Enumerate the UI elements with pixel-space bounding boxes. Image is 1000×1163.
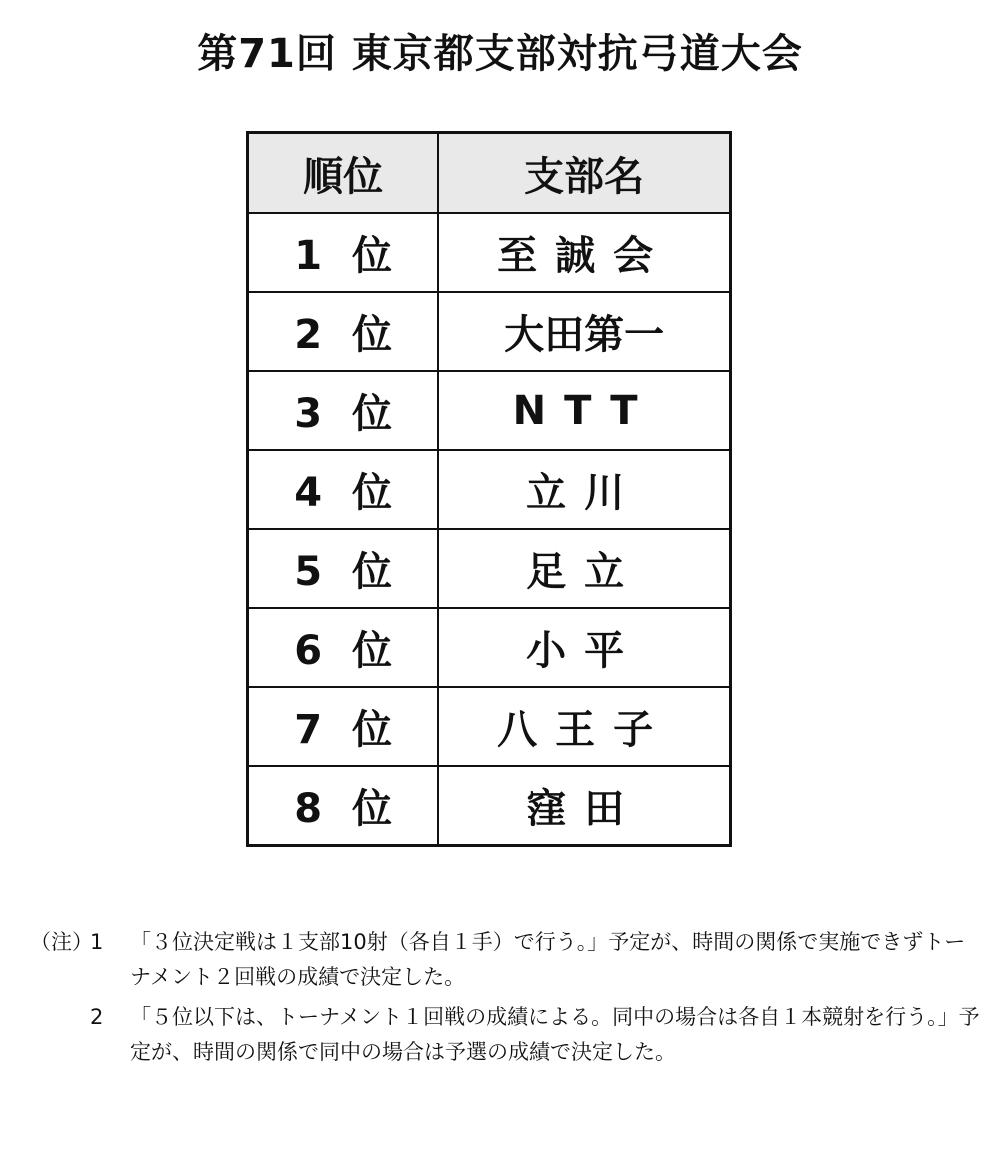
branch-cell — [438, 371, 730, 450]
table-row — [248, 213, 731, 292]
rank-number: 7 — [294, 707, 323, 753]
rank-suffix: 位 — [352, 549, 393, 595]
rank-cell — [248, 687, 439, 766]
rank-number: 8 — [294, 786, 323, 832]
ranking-table — [246, 131, 732, 847]
table-row — [248, 292, 731, 371]
rank-cell — [248, 766, 439, 846]
table-row — [248, 608, 731, 687]
rank-cell — [248, 450, 439, 529]
branch-cell — [438, 529, 730, 608]
rank-suffix: 位 — [352, 707, 393, 753]
rank-cell — [248, 292, 439, 371]
note-number: 1 — [90, 930, 104, 954]
notes-section — [30, 925, 980, 1076]
rank-suffix: 位 — [352, 233, 393, 279]
table-row — [248, 766, 731, 846]
rank-number: 2 — [294, 312, 323, 358]
rank-suffix: 位 — [352, 628, 393, 674]
branch-name: 足立 — [526, 549, 643, 595]
table-row — [248, 687, 731, 766]
branch-name: 立川 — [526, 470, 643, 516]
rank-number: 3 — [294, 391, 323, 437]
branch-name: 窪田 — [526, 786, 643, 832]
rank-suffix: 位 — [352, 312, 393, 358]
rank-suffix: 位 — [352, 786, 393, 832]
rank-number: 1 — [294, 233, 323, 279]
branch-cell — [438, 213, 730, 292]
branch-name: 小平 — [526, 628, 643, 674]
branch-cell — [438, 608, 730, 687]
branch-name: 八王子 — [497, 707, 672, 753]
rank-number: 5 — [294, 549, 323, 595]
note-text: 「３位決定戦は１支部10射（各自１手）で行う。」予定が、時間の関係で実施できずトーナメント２回戦の成績で決定した。 — [130, 930, 966, 989]
table-row — [248, 450, 731, 529]
branch-name: 大田第一 — [504, 312, 665, 358]
branch-cell — [438, 450, 730, 529]
header-branch: 支部名 — [438, 133, 730, 214]
note-item — [30, 1000, 980, 1069]
rank-cell — [248, 213, 439, 292]
branch-cell — [438, 687, 730, 766]
rank-number: 4 — [294, 470, 323, 516]
note-item — [30, 925, 980, 994]
table-row — [248, 529, 731, 608]
page-title: 第71回 東京都支部対抗弓道大会 — [197, 31, 803, 77]
note-number: 2 — [90, 1005, 104, 1030]
table-row — [248, 371, 731, 450]
table-header-row — [248, 133, 731, 214]
header-rank: 順位 — [248, 133, 439, 214]
branch-cell — [438, 292, 730, 371]
rank-suffix: 位 — [352, 391, 393, 437]
rank-cell — [248, 529, 439, 608]
rank-cell — [248, 371, 439, 450]
notes-label: （注） — [30, 930, 93, 954]
rank-cell — [248, 608, 439, 687]
branch-cell — [438, 766, 730, 846]
rank-suffix: 位 — [352, 470, 393, 516]
note-text: 「５位以下は、トーナメント１回戦の成績による。同中の場合は各自１本競射を行う。」予定が、時間の関係で同中の場合は予選の成績で決定した。 — [130, 1005, 980, 1064]
rank-number: 6 — [294, 628, 323, 674]
branch-name: NTT — [512, 387, 656, 434]
branch-name: 至誠会 — [497, 233, 672, 279]
